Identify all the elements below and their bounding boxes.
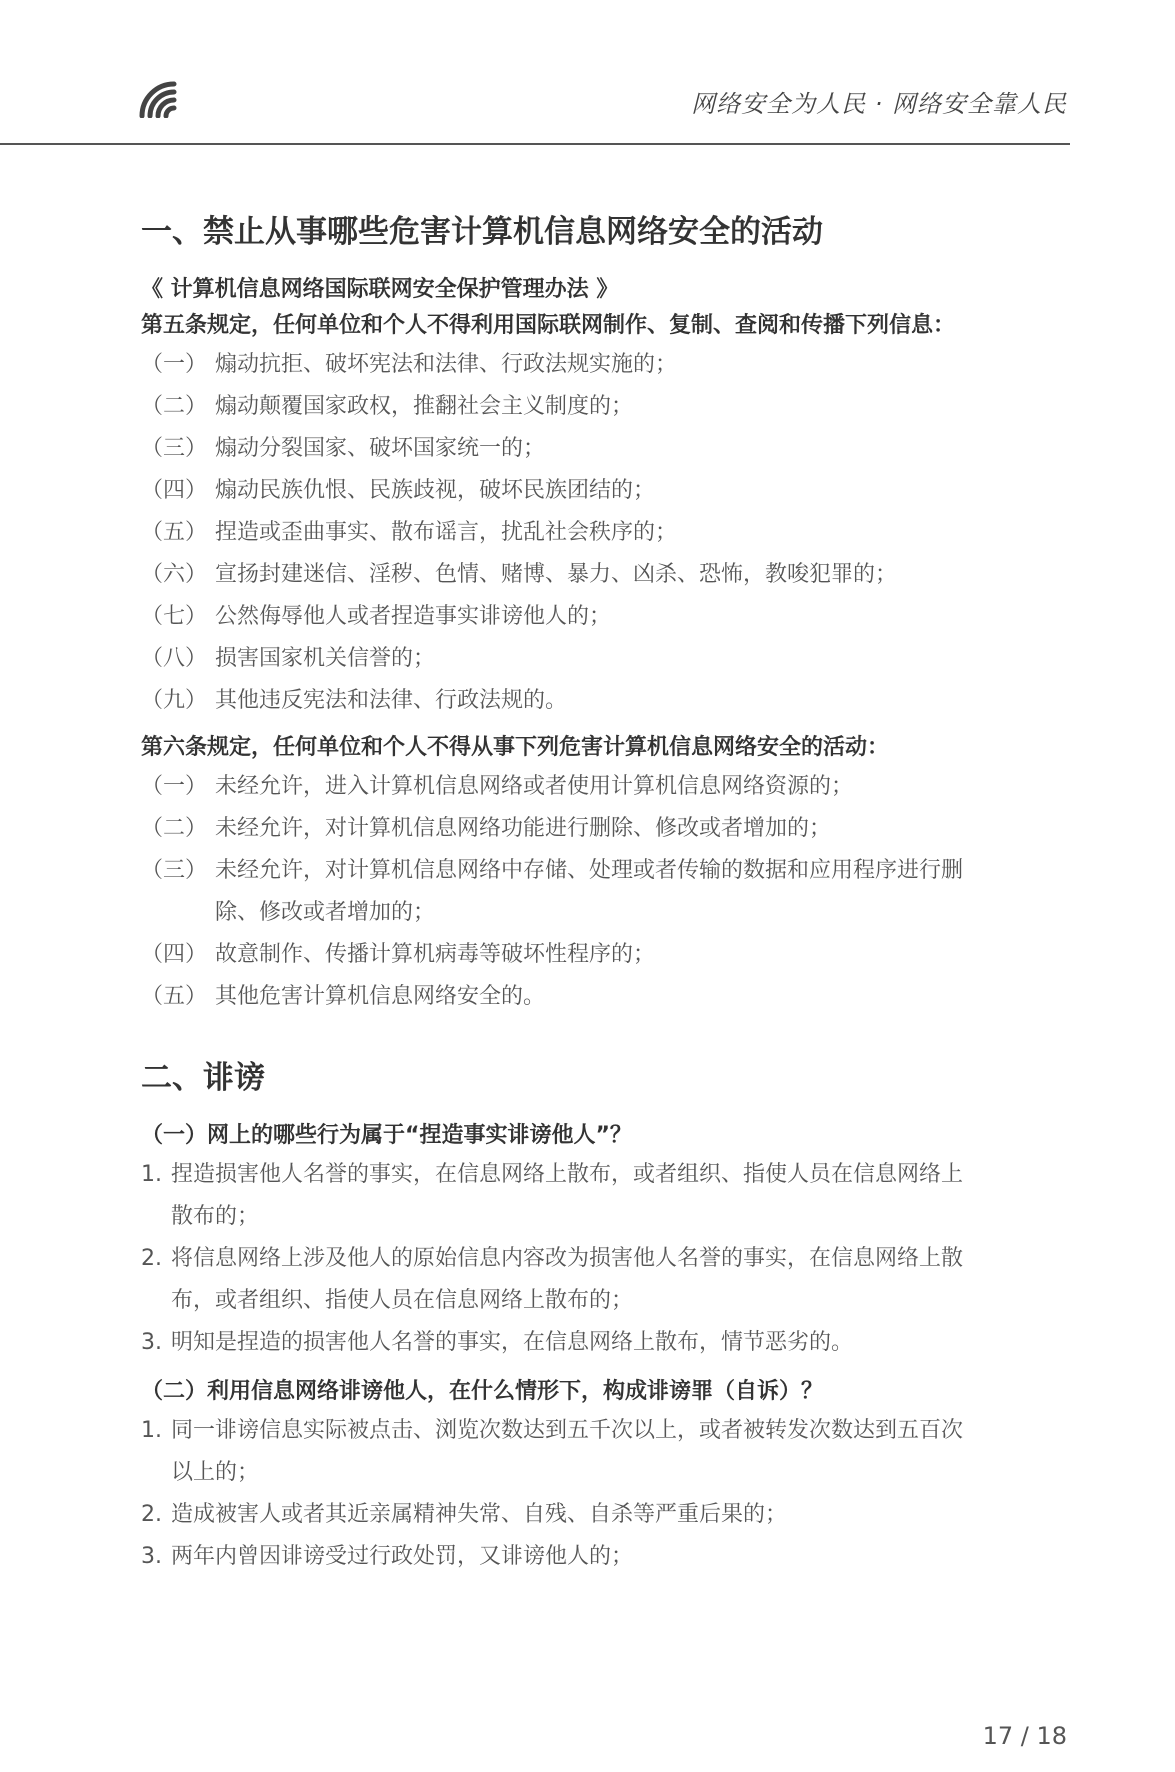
list-item: （七） 公然侮辱他人或者捏造事实诽谤他人的； bbox=[141, 604, 612, 629]
list-item: 2. 将信息网络上涉及他人的原始信息内容改为损害他人名誉的事实，在信息网络上散布，或者组织、指使人员在信息网络上散布的； bbox=[141, 1246, 964, 1313]
list-item: （九） 其他违反宪法和法律、行政法规的。 bbox=[141, 688, 568, 713]
page-content bbox=[141, 210, 981, 1578]
page-number: 17 / 18 bbox=[982, 1722, 1067, 1750]
list-item: （四） 煽动民族仇恨、民族歧视，破坏民族团结的； bbox=[141, 478, 656, 503]
list-item: （五） 捏造或歪曲事实、散布谣言，扰乱社会秩序的； bbox=[141, 520, 678, 545]
q1-list bbox=[141, 1154, 981, 1364]
list-item: （二） 未经允许，对计算机信息网络功能进行删除、修改或者增加的； bbox=[141, 816, 832, 841]
list-item: （一） 煽动抗拒、破坏宪法和法律、行政法规实施的； bbox=[141, 352, 678, 377]
header-slogan: 网络安全为人民 · 网络安全靠人民 bbox=[691, 90, 1067, 118]
page-header bbox=[0, 0, 1175, 148]
list-item: （三） 未经允许，对计算机信息网络中存储、处理或者传输的数据和应用程序进行删除、修改或者增加的； bbox=[141, 858, 964, 925]
list-item: （二） 煽动颠覆国家政权，推翻社会主义制度的； bbox=[141, 394, 634, 419]
section1-title: 一、禁止从事哪些危害计算机信息网络安全的活动 bbox=[141, 214, 823, 250]
article6-intro: 第六条规定，任何单位和个人不得从事下列危害计算机信息网络安全的活动： bbox=[141, 735, 890, 760]
list-item: （一） 未经允许，进入计算机信息网络或者使用计算机信息网络资源的； bbox=[141, 774, 854, 799]
list-item: 3. 两年内曾因诽谤受过行政处罚，又诽谤他人的； bbox=[141, 1544, 634, 1569]
list-item: 1. 捏造损害他人名誉的事实，在信息网络上散布，或者组织、指使人员在信息网络上散布的； bbox=[141, 1162, 964, 1229]
list-item: （六） 宣扬封建迷信、淫秽、色情、赌博、暴力、凶杀、恐怖，教唆犯罪的； bbox=[141, 562, 898, 587]
question-1: （一）网上的哪些行为属于“捏造事实诽谤他人”？ bbox=[141, 1123, 632, 1148]
list-item: （三） 煽动分裂国家、破坏国家统一的； bbox=[141, 436, 546, 461]
question-2: （二）利用信息网络诽谤他人，在什么情形下，构成诽谤罪（自诉）？ bbox=[141, 1379, 824, 1404]
article5-list bbox=[141, 344, 981, 722]
section2-title: 二、诽谤 bbox=[141, 1060, 265, 1096]
list-item: （四） 故意制作、传播计算机病毒等破坏性程序的； bbox=[141, 942, 656, 967]
list-item: 3. 明知是捏造的损害他人名誉的事实，在信息网络上散布，情节恶劣的。 bbox=[141, 1330, 854, 1355]
q2-list bbox=[141, 1410, 981, 1578]
law-title: 《 计算机信息网络国际联网安全保护管理办法 》 bbox=[141, 277, 619, 302]
article5-intro: 第五条规定，任何单位和个人不得利用国际联网制作、复制、查阅和传播下列信息： bbox=[141, 313, 956, 338]
list-item: （八） 损害国家机关信誉的； bbox=[141, 646, 436, 671]
wifi-signal-icon bbox=[138, 80, 188, 118]
list-item: 2. 造成被害人或者其近亲属精神失常、自残、自杀等严重后果的； bbox=[141, 1502, 788, 1527]
article6-list bbox=[141, 766, 981, 1018]
list-item: （五） 其他危害计算机信息网络安全的。 bbox=[141, 984, 546, 1009]
list-item: 1. 同一诽谤信息实际被点击、浏览次数达到五千次以上，或者被转发次数达到五百次以上的； bbox=[141, 1418, 964, 1485]
header-divider bbox=[0, 143, 1070, 145]
